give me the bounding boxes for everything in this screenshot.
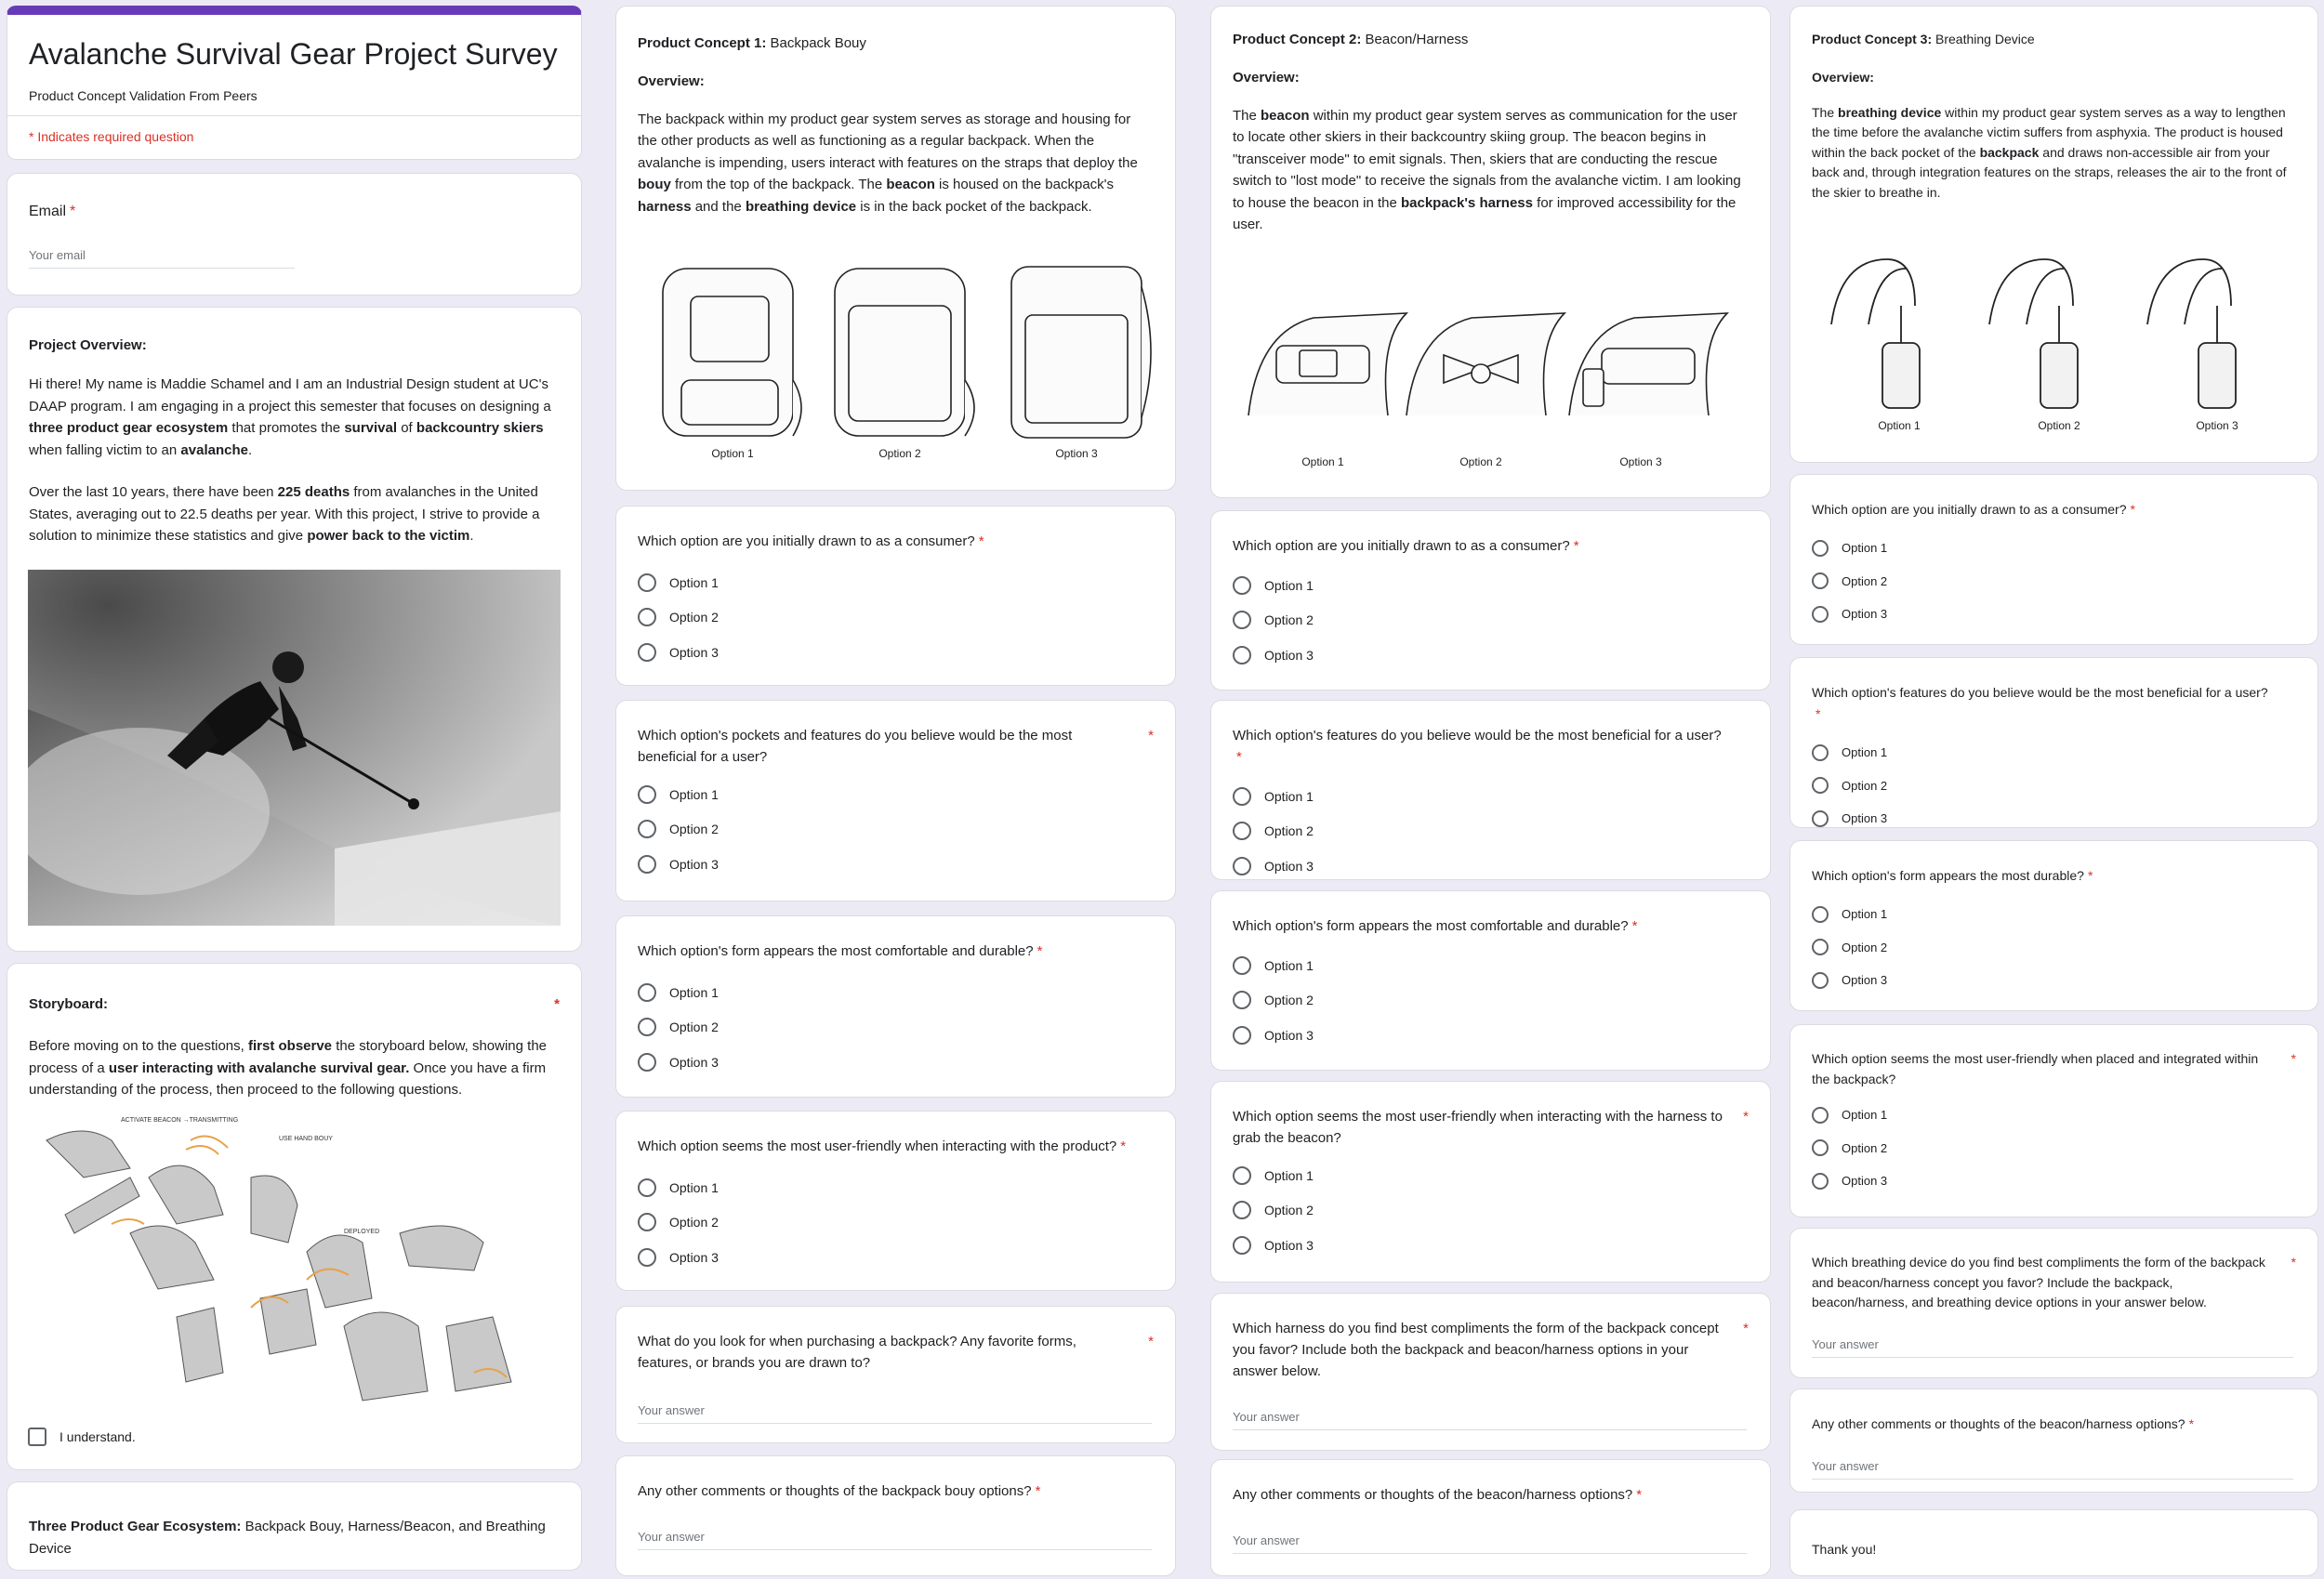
form-header [7, 6, 582, 117]
overview-heading: Project Overview: [29, 337, 147, 353]
radio-group [1233, 779, 1749, 880]
overview-paragraph-1: Hi there! My name is Maddie Schamel and I am an Industrial Design student at UC's DAAP program. I am engaging in a project this semester that focuses on designing a three product gear ecosystem that promotes the survival of backcountry skiers when falling victim to an avalanche. [29, 376, 551, 458]
radio-button[interactable] [638, 785, 656, 804]
concept3-caption-2: Option 2 [2038, 419, 2080, 432]
option-label: Option 3 [669, 1054, 719, 1070]
radio-option[interactable] [638, 1045, 1154, 1080]
required-asterisk: * [1148, 1334, 1154, 1349]
radio-option[interactable] [638, 1205, 1154, 1241]
option-label: Option 1 [1842, 907, 1888, 922]
question-title: Which option seems the most user-friendly when interacting with the harness to grab the beacon? * [1233, 1106, 1749, 1149]
radio-button[interactable] [1233, 857, 1251, 875]
option-label: Option 2 [1842, 573, 1888, 588]
email-label: Email [29, 204, 67, 219]
required-asterisk: * [1037, 943, 1043, 959]
radio-option[interactable] [638, 600, 1154, 636]
required-asterisk: * [1573, 538, 1579, 554]
radio-button[interactable] [638, 1053, 656, 1072]
answer-input[interactable] [638, 1526, 1152, 1550]
skier-photo [28, 570, 561, 926]
option-label: Option 2 [1264, 1203, 1314, 1218]
required-asterisk: * [554, 996, 560, 1012]
question-title: Which option's pockets and features do you believe would be the most beneficial for a user? * [638, 725, 1154, 768]
radio-group [1812, 898, 2296, 997]
option-label: Option 1 [669, 574, 719, 590]
required-asterisk: * [1743, 1321, 1749, 1336]
radio-option[interactable] [1233, 983, 1749, 1019]
radio-button[interactable] [1233, 576, 1251, 595]
required-asterisk: * [1631, 918, 1638, 934]
question-title: Any other comments or thoughts of the beacon/harness options? * [1233, 1487, 1643, 1503]
question-title: Which option's form appears the most durable? * [1812, 868, 2093, 883]
concept1-card [615, 6, 1176, 491]
radio-option[interactable] [638, 1170, 1154, 1205]
concept2-overview-text: The beacon within my product gear system serves as communication for the user to locate other skiers in their backcountry skiing group. The beacon begins in "transceiver mode" to emit signals. Then, skiers that are conducting the rescue switch to "lost mode" to receive the signals from the avalanche victim. I am looking to house the beacon in the backpack's harness for improved accessibility for the user. [1233, 107, 1741, 232]
radio-option[interactable] [1233, 948, 1749, 983]
concept2-caption-1: Option 1 [1301, 455, 1344, 468]
option-label: Option 1 [1842, 541, 1888, 556]
storyboard-card [7, 963, 582, 1470]
question-title: Which option are you initially drawn to as a consumer? * [1812, 502, 2135, 517]
radio-button[interactable] [1812, 810, 1829, 827]
storyboard-heading: Storyboard: [29, 996, 109, 1012]
concept3-overview-heading: Overview: [1812, 69, 1874, 85]
radio-option[interactable] [638, 635, 1154, 670]
concept3-title: Product Concept 3: Breathing Device [1812, 32, 2035, 46]
radio-button[interactable] [1812, 906, 1829, 923]
email-question [7, 173, 582, 296]
radio-option[interactable] [1233, 849, 1749, 880]
storyboard-heading-wrap [29, 993, 560, 1015]
concept2-card [1210, 6, 1771, 498]
question-title: What do you look for when purchasing a backpack? Any favorite forms, features, or brands you are drawn to? * [638, 1331, 1154, 1374]
radio-group [1812, 1099, 2296, 1198]
understand-option[interactable] [28, 1419, 136, 1454]
required-asterisk: * [978, 533, 984, 549]
concept2-title: Product Concept 2: Beacon/Harness [1233, 32, 1469, 47]
radio-option[interactable] [1233, 1193, 1749, 1229]
breathing-device-options-sketch [1813, 250, 2296, 436]
radio-button[interactable] [1233, 646, 1251, 664]
radio-button[interactable] [638, 1178, 656, 1197]
concept2-caption-3: Option 3 [1619, 455, 1662, 468]
question-title: Which option seems the most user-friendly when placed and integrated within the backpack? * [1812, 1051, 2296, 1086]
option-label: Option 3 [1842, 811, 1888, 826]
radio-button[interactable] [638, 820, 656, 838]
column-1 [7, 0, 582, 1579]
radio-button[interactable] [638, 1018, 656, 1036]
option-label: Option 2 [1842, 1140, 1888, 1155]
concept1-q3 [615, 915, 1176, 1098]
project-overview-card [7, 307, 582, 952]
storyboard-paragraph: Before moving on to the questions, first observe the storyboard below, showing the process of a user interacting with avalanche survival gear. Once you have a firm understanding of the process, then proceed to the following questions. [29, 1038, 548, 1098]
required-asterisk: * [2188, 1416, 2195, 1431]
concept3-overview-text: The breathing device within my product gear system serves as a way to lengthen the time before the avalanche victim suffers from asphyxia. The product is housed within the back pocket of the backpack and draws non-accessible air from your back and, through integration features on the straps, releases the air to the front of the skier to breathe in. [1812, 104, 2287, 200]
radio-group [1233, 1158, 1749, 1263]
option-label: Option 3 [669, 644, 719, 660]
option-label: Option 3 [1264, 1027, 1314, 1043]
concept2-q3 [1210, 890, 1771, 1071]
radio-option[interactable] [1812, 1099, 2296, 1132]
required-asterisk: * [70, 204, 76, 219]
column-3 [1210, 0, 1771, 1579]
radio-button[interactable] [638, 643, 656, 662]
concept2-text-q2 [1210, 1459, 1771, 1576]
concept3-q1 [1789, 474, 2318, 645]
radio-option[interactable] [1812, 964, 2296, 997]
radio-group [1812, 736, 2296, 828]
radio-group [1233, 568, 1749, 673]
required-asterisk: * [1816, 706, 1821, 721]
concept2-caption-2: Option 2 [1459, 455, 1502, 468]
required-asterisk: * [2291, 1051, 2296, 1066]
option-label: Option 2 [1842, 778, 1888, 793]
radio-option[interactable] [638, 1010, 1154, 1046]
form-description: Product Concept Validation From Peers [29, 88, 257, 103]
option-label: Option 1 [1264, 957, 1314, 973]
option-label: Option 3 [1842, 1174, 1888, 1189]
required-note: * Indicates required question [29, 129, 194, 144]
question-title: Which option's form appears the most comfortable and durable? * [638, 943, 1043, 959]
option-label: Option 3 [1264, 858, 1314, 874]
radio-option[interactable] [1233, 1228, 1749, 1263]
radio-option[interactable] [1812, 802, 2296, 828]
concept2-q2 [1210, 700, 1771, 880]
overview-paragraph-2: Over the last 10 years, there have been 225 deaths from avalanches in the United States, averaging out to 22.5 deaths per year. With this project, I strive to provide a solution to minimize these statistics and give power back to the victim. [29, 484, 540, 544]
radio-option[interactable] [1812, 1165, 2296, 1198]
radio-button[interactable] [1233, 822, 1251, 840]
radio-option[interactable] [1233, 814, 1749, 849]
concept1-caption-3: Option 3 [1055, 447, 1098, 460]
radio-button[interactable] [638, 573, 656, 592]
option-label: Option 3 [669, 1249, 719, 1265]
radio-button[interactable] [1812, 1139, 1829, 1156]
radio-button[interactable] [1233, 991, 1251, 1009]
radio-option[interactable] [638, 975, 1154, 1010]
question-title: Any other comments or thoughts of the backpack bouy options? * [638, 1483, 1041, 1499]
concept3-caption-1: Option 1 [1878, 419, 1921, 432]
radio-option[interactable] [1812, 1132, 2296, 1165]
concept1-caption-1: Option 1 [711, 447, 754, 460]
radio-option[interactable] [1233, 638, 1749, 673]
option-label: Option 1 [1264, 1167, 1314, 1183]
radio-button[interactable] [1812, 939, 1829, 955]
concept3-q3 [1789, 840, 2318, 1011]
radio-button[interactable] [1233, 956, 1251, 975]
radio-option[interactable] [1812, 898, 2296, 931]
concept1-q2 [615, 700, 1176, 901]
radio-option[interactable] [1233, 603, 1749, 638]
concept2-q1 [1210, 510, 1771, 691]
option-label: Option 3 [1842, 973, 1888, 988]
required-note-card [7, 115, 582, 160]
required-asterisk: * [2291, 1255, 2296, 1270]
option-label: Option 3 [669, 856, 719, 872]
radio-button[interactable] [1812, 572, 1829, 589]
radio-option[interactable] [1812, 770, 2296, 803]
concept3-q2 [1789, 657, 2318, 828]
option-label: Option 1 [1842, 745, 1888, 760]
concept3-q4 [1789, 1024, 2318, 1217]
answer-input[interactable] [638, 1400, 1152, 1424]
radio-button[interactable] [1812, 777, 1829, 794]
answer-input[interactable] [1233, 1406, 1747, 1430]
required-asterisk: * [1035, 1483, 1041, 1499]
option-label: Option 2 [1842, 940, 1888, 954]
concept1-q1 [615, 506, 1176, 686]
required-asterisk: * [1743, 1109, 1749, 1125]
question-title: Which harness do you find best compliments the form of the backpack concept you favor? Include both the backpack and beacon/harness options in your answer below. * [1233, 1318, 1749, 1382]
radio-group [638, 565, 1154, 670]
radio-button[interactable] [1233, 1201, 1251, 1219]
option-label: Option 2 [669, 822, 719, 837]
option-label: Option 1 [669, 984, 719, 1000]
radio-button[interactable] [1812, 1107, 1829, 1124]
required-asterisk: * [2130, 502, 2135, 517]
question-title: Which option seems the most user-friendly when interacting with the product? * [638, 1138, 1127, 1154]
question-title: Which option's form appears the most comfortable and durable? * [1233, 918, 1638, 934]
radio-group [1233, 948, 1749, 1053]
option-label: Option 1 [669, 1179, 719, 1195]
question-title: Which option are you initially drawn to as a consumer? * [1233, 538, 1579, 554]
svg-text:USE HAND BOUY: USE HAND BOUY [279, 1136, 333, 1142]
concept3-text-q2 [1789, 1388, 2318, 1493]
concept2-q4 [1210, 1081, 1771, 1283]
storyboard-sketch [28, 1112, 561, 1410]
question-title: Which option's features do you believe would be the most beneficial for a user?* [1233, 728, 1722, 765]
radio-option[interactable] [638, 565, 1154, 600]
concept3-text-q1 [1789, 1228, 2318, 1378]
concept3-caption-3: Option 3 [2196, 419, 2238, 432]
required-asterisk: * [2087, 868, 2093, 883]
radio-option[interactable] [1233, 779, 1749, 814]
radio-group [638, 777, 1154, 882]
required-asterisk: * [1636, 1487, 1643, 1503]
radio-option[interactable] [1812, 931, 2296, 965]
question-title: Any other comments or thoughts of the beacon/harness options? * [1812, 1416, 2195, 1431]
option-label: Option 2 [1264, 823, 1314, 839]
concept1-overview-text: The backpack within my product gear system serves as storage and housing for the other products as well as functioning as a regular backpack. When the avalanche is impending, users interact with features on the straps that deploy the bouy from the top of the backpack. The beacon is housed on the backpack's harness and the breathing device is in the back pocket of the backpack. [638, 111, 1138, 215]
column-2 [615, 0, 1176, 1579]
radio-button[interactable] [638, 1213, 656, 1231]
concept1-title: Product Concept 1: Backpack Bouy [638, 35, 866, 51]
radio-button[interactable] [1233, 1166, 1251, 1185]
svg-text:ACTIVATE BEACON →TRANSMITTING: ACTIVATE BEACON →TRANSMITTING [121, 1117, 239, 1124]
radio-button[interactable] [638, 1248, 656, 1267]
radio-option[interactable] [638, 1240, 1154, 1275]
option-label: Option 1 [669, 786, 719, 802]
question-title: Which option's features do you believe would be the most beneficial for a user?* [1812, 685, 2268, 721]
radio-button[interactable] [638, 855, 656, 874]
option-label: Option 1 [1264, 577, 1314, 593]
radio-button[interactable] [1812, 972, 1829, 989]
required-asterisk: * [1236, 749, 1242, 765]
option-label: Option 2 [669, 1215, 719, 1230]
concept1-text-q1 [615, 1306, 1176, 1443]
radio-option[interactable] [1233, 1158, 1749, 1193]
column-4 [1789, 0, 2318, 1579]
option-label: Option 3 [1264, 1237, 1314, 1253]
answer-input[interactable] [1812, 1334, 2293, 1358]
concept1-overview-heading: Overview: [638, 72, 705, 89]
form-title: Avalanche Survival Gear Project Survey [29, 37, 558, 71]
radio-button[interactable] [638, 983, 656, 1002]
radio-option[interactable] [638, 847, 1154, 882]
answer-input[interactable] [1233, 1530, 1747, 1554]
radio-option[interactable] [1233, 568, 1749, 603]
understand-checkbox[interactable] [28, 1428, 46, 1446]
radio-option[interactable] [1812, 565, 2296, 599]
required-asterisk: * [1148, 728, 1154, 743]
radio-group [638, 975, 1154, 1080]
required-asterisk: * [1120, 1138, 1127, 1154]
radio-option[interactable] [638, 777, 1154, 812]
radio-option[interactable] [638, 812, 1154, 848]
radio-option[interactable] [1812, 736, 2296, 770]
radio-button[interactable] [1812, 540, 1829, 557]
thank-you-text: Thank you! [1812, 1542, 1877, 1557]
radio-group [638, 1170, 1154, 1275]
radio-button[interactable] [1233, 1026, 1251, 1045]
radio-option[interactable] [1233, 1018, 1749, 1053]
option-label: Option 2 [669, 1020, 719, 1035]
ecosystem-card [7, 1481, 582, 1571]
concept1-text-q2 [615, 1455, 1176, 1576]
ecosystem-text: Three Product Gear Ecosystem: Backpack Bouy, Harness/Beacon, and Breathing Device [29, 1519, 546, 1557]
thank-you-card [1789, 1509, 2318, 1576]
radio-button[interactable] [1233, 787, 1251, 806]
concept1-caption-2: Option 2 [878, 447, 921, 460]
radio-button[interactable] [1812, 744, 1829, 761]
radio-option[interactable] [1812, 532, 2296, 565]
backpack-options-sketch [644, 250, 1155, 462]
option-label: Option 1 [1842, 1108, 1888, 1123]
question-title: Which breathing device do you find best compliments the form of the backpack and beacon/harness concept you favor? Include the backpack, beacon/harness, and breathing device options in your answer below. * [1812, 1255, 2296, 1309]
option-label: Option 3 [1264, 647, 1314, 663]
understand-label: I understand. [59, 1428, 136, 1444]
radio-button[interactable] [1233, 611, 1251, 629]
question-title: Which option are you initially drawn to as a consumer? * [638, 533, 984, 549]
option-label: Option 3 [1842, 607, 1888, 622]
harness-options-sketch [1239, 304, 1750, 471]
concept3-card [1789, 6, 2318, 463]
concept2-overview-heading: Overview: [1233, 69, 1300, 86]
radio-button[interactable] [1812, 1173, 1829, 1190]
concept2-text-q1 [1210, 1293, 1771, 1451]
email-label-wrap [29, 201, 560, 222]
email-field[interactable] [29, 244, 295, 269]
radio-button[interactable] [638, 608, 656, 626]
svg-text:DEPLOYED: DEPLOYED [344, 1229, 380, 1235]
radio-button[interactable] [1812, 606, 1829, 623]
option-label: Option 2 [669, 610, 719, 625]
answer-input[interactable] [1812, 1455, 2293, 1480]
concept1-q4 [615, 1111, 1176, 1291]
radio-group [1812, 532, 2296, 631]
radio-button[interactable] [1233, 1236, 1251, 1255]
option-label: Option 2 [1264, 993, 1314, 1008]
option-label: Option 1 [1264, 788, 1314, 804]
option-label: Option 2 [1264, 612, 1314, 628]
radio-option[interactable] [1812, 598, 2296, 631]
